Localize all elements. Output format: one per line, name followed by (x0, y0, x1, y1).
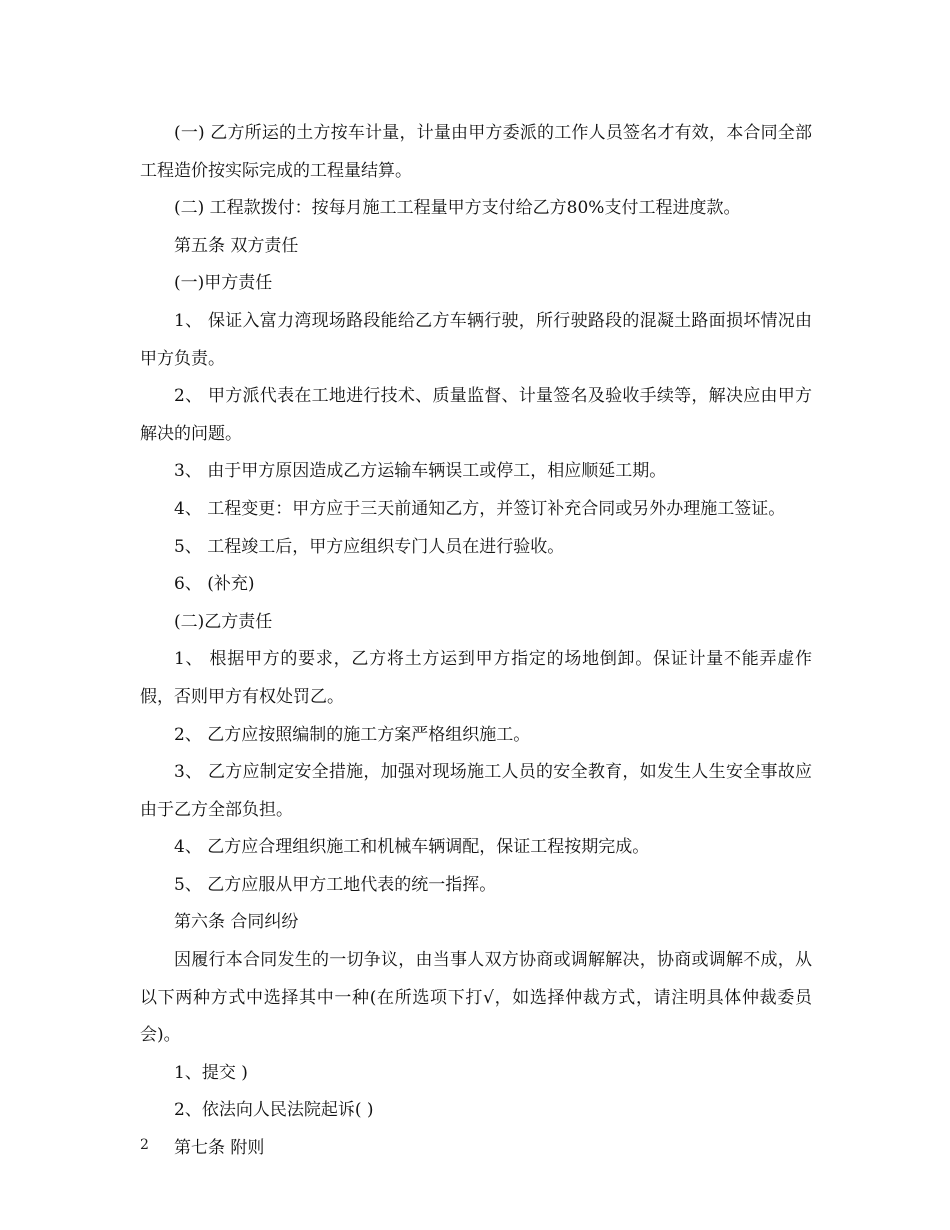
article-6-heading: 第六条 合同纠纷 (174, 912, 299, 933)
party-b-item-4: 4、 乙方应合理组织施工和机械车辆调配，保证工程按期完成。 (174, 837, 650, 858)
party-a-item-4: 4、 工程变更：甲方应于三天前通知乙方，并签订补充合同或另外办理施工签证。 (174, 498, 786, 519)
article-7-heading: 第七条 附则 (174, 1138, 265, 1159)
party-b-item-3: 3、 乙方应制定安全措施，加强对现场施工人员的安全教育，如发生人生安全事故应由于乙方全部负担。 (140, 762, 812, 820)
party-a-item-6: 6、 (补充) (174, 574, 255, 595)
party-a-item-2: 2、 甲方派代表在工地进行技术、质量监督、计量签名及验收手续等，解决应由甲方解决的问题。 (140, 386, 812, 444)
party-b-item-5: 5、 乙方应服从甲方工地代表的统一指挥。 (174, 874, 497, 895)
document-body (140, 115, 812, 1168)
party-a-item-3: 3、 由于甲方原因造成乙方运输车辆误工或停工，相应顺延工期。 (174, 461, 667, 482)
dispute-resolution-text: 因履行本合同发生的一切争议，由当事人双方协商或调解解决，协商或调解不成，从以下两种方式中选择其中一种(在所选项下打√，如选择仲裁方式，请注明具体仲裁委员会)。 (140, 950, 812, 1046)
party-b-item-2: 2、 乙方应按照编制的施工方案严格组织施工。 (174, 724, 531, 745)
paragraph-measurement: (一) 乙方所运的土方按车计量，计量由甲方委派的工作人员签名才有效，本合同全部工程造价按实际完成的工程量结算。 (140, 123, 812, 181)
paragraph-payment: (二) 工程款拨付：按每月施工工程量甲方支付给乙方80%支付工程进度款。 (174, 198, 741, 219)
dispute-option-1: 1、提交 ) (174, 1062, 248, 1083)
dispute-option-2: 2、依法向人民法院起诉( ) (174, 1100, 374, 1121)
page-number: 2 (140, 1137, 149, 1153)
party-a-item-1: 1、 保证入富力湾现场路段能给乙方车辆行驶，所行驶路段的混凝土路面损坏情况由甲方负责。 (140, 310, 812, 369)
party-b-responsibility-heading: (二)乙方责任 (174, 611, 273, 632)
article-5-heading: 第五条 双方责任 (174, 235, 299, 256)
party-b-item-1: 1、 根据甲方的要求，乙方将土方运到甲方指定的场地倒卸。保证计量不能弄虚作假，否则甲方有权处罚乙。 (140, 649, 812, 707)
party-a-item-5: 5、 工程竣工后，甲方应组织专门人员在进行验收。 (174, 536, 565, 557)
party-a-responsibility-heading: (一)甲方责任 (174, 273, 273, 294)
